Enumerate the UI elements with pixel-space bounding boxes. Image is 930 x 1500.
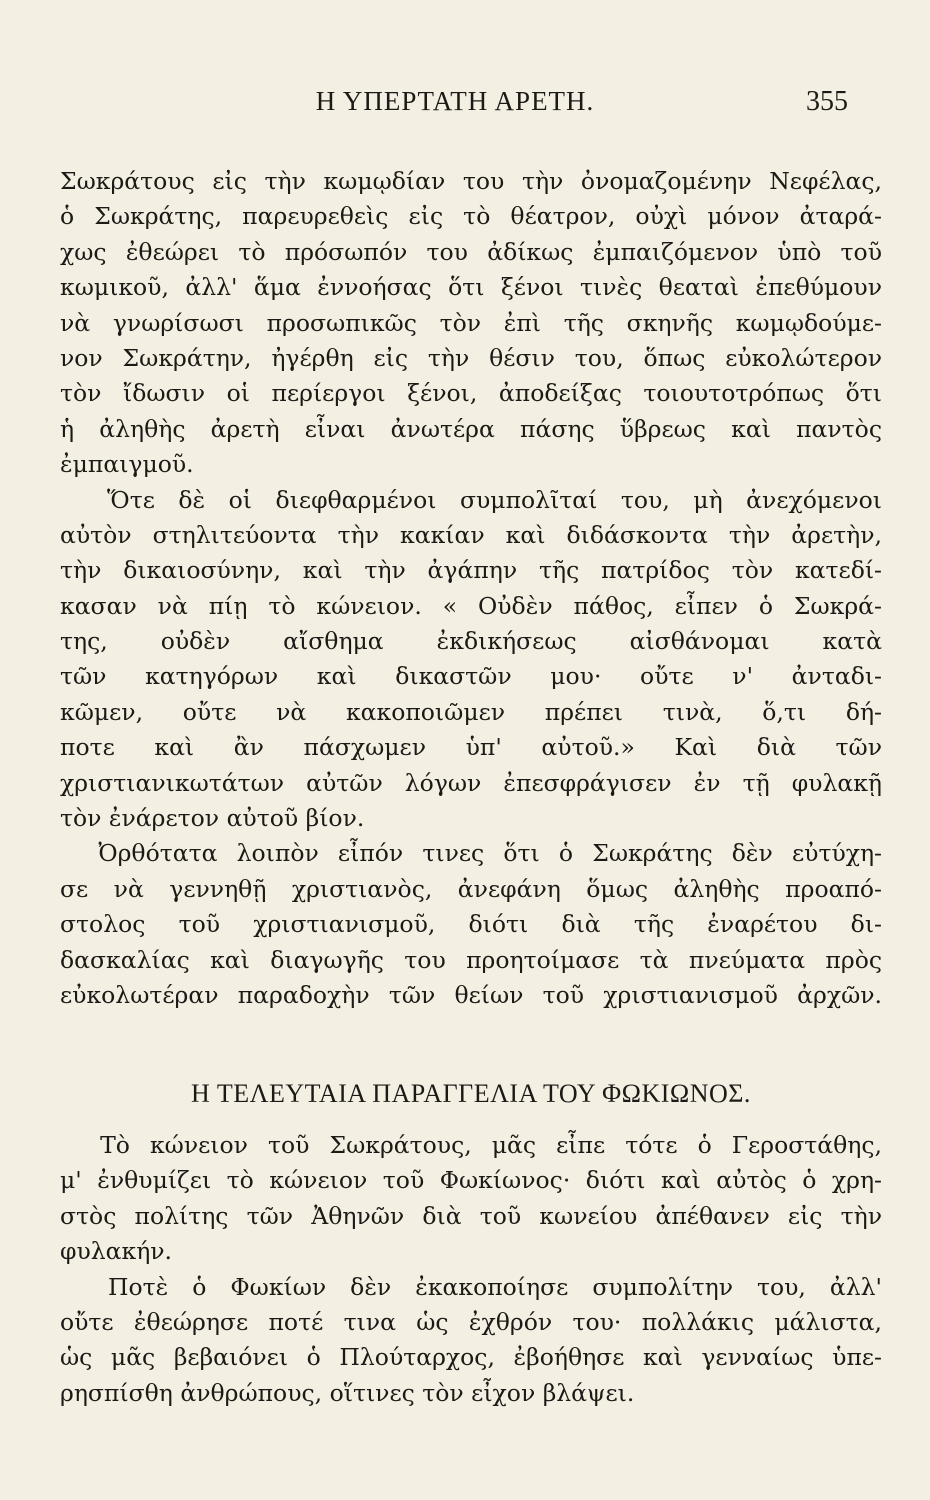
text-line: ἐμπαιγμοῦ. (60, 450, 194, 479)
text-line: μ' ἐνθυμίζει τὸ κώνειον τοῦ Φωκίωνος· διότι καὶ αὐτὸς ὁ χρη- (60, 1166, 882, 1195)
text-line: ποτε καὶ ἂν πάσχωμεν ὑπ' αὐτοῦ.» Καὶ διὰ τῶν (60, 733, 882, 762)
text-line: Ὅτε δὲ οἱ διεφθαρμένοι συμπολῖταί του, μὴ ἀνεχόμενοι (60, 485, 882, 514)
text-line: δασκαλίας καὶ διαγωγῆς του προητοίμασε τὰ πνεύματα πρὸς (60, 945, 882, 974)
section-heading: Η ΤΕΛΕΥΤΑΙΑ ΠΑΡΑΓΓΕΛΙΑ ΤΟΥ ΦΩΚΙΩΝΟΣ. (191, 1079, 751, 1108)
text-line: τὴν δικαιοσύνην, καὶ τὴν ἀγάπην τῆς πατρίδος τὸν κατεδί- (60, 556, 882, 585)
running-title: Η ΥΠΕΡΤΑΤΗ ΑΡΕΤΗ. (315, 86, 595, 116)
text-line: χριστιανικωτάτων αὐτῶν λόγων ἐπεσφράγισεν ἐν τῇ φυλακῇ (60, 768, 882, 797)
text-line: ρησπίσθη ἀνθρώπους, οἵτινες τὸν εἶχον βλάψει. (60, 1378, 635, 1407)
text-line: της, οὐδὲν αἴσθημα ἐκδικήσεως αἰσθάνομαι κατὰ (60, 627, 882, 656)
text-line: νον Σωκράτην, ἠγέρθη εἰς τὴν θέσιν του, ὅπως εὐκολώτερον (60, 343, 882, 372)
text-line: τὸν ἴδωσιν οἱ περίεργοι ξένοι, ἀποδείξας τοιουτοτρόπως ὅτι (60, 379, 882, 408)
text-line: εὐκολωτέραν παραδοχὴν τῶν θείων τοῦ χριστιανισμοῦ ἀρχῶν. (60, 980, 882, 1009)
text-line: Ὀρθότατα λοιπὸν εἶπόν τινες ὅτι ὁ Σωκράτης δὲν εὐτύχη- (60, 839, 882, 868)
text-line: νὰ γνωρίσωσι προσωπικῶς τὸν ἐπὶ τῆς σκηνῆς κωμῳδούμε- (60, 308, 882, 337)
text-line: τῶν κατηγόρων καὶ δικαστῶν μου· οὔτε ν' ἀνταδι- (60, 662, 882, 691)
text-line: χως ἐθεώρει τὸ πρόσωπόν του ἀδίκως ἐμπαιζόμενον ὑπὸ τοῦ (60, 237, 882, 266)
section-socrates-text (60, 164, 882, 1013)
text-line: ἡ ἀληθὴς ἀρετὴ εἶναι ἀνωτέρα πάσης ὕβρεως καὶ παντὸς (60, 414, 882, 443)
text-line: κῶμεν, οὔτε νὰ κακοποιῶμεν πρέπει τινὰ, ὅ,τι δή- (60, 697, 882, 726)
section-phocion-text (60, 1128, 882, 1411)
text-line: ὁ Σωκράτης, παρευρεθεὶς εἰς τὸ θέατρον, οὐχὶ μόνον ἀταρά- (60, 202, 882, 231)
text-line: τὸν ἐνάρετον αὐτοῦ βίον. (60, 804, 365, 833)
running-header (62, 86, 848, 126)
text-line: Σωκράτους εἰς τὴν κωμῳδίαν του τὴν ὀνομαζομένην Νεφέλας, (60, 167, 882, 195)
text-line: στολος τοῦ χριστιανισμοῦ, διότι διὰ τῆς ἐναρέτου δι- (60, 910, 882, 939)
text-line: Τὸ κώνειον τοῦ Σωκράτους, μᾶς εἶπε τότε ὁ Γεροστάθης, (60, 1131, 882, 1159)
text-line: Ποτὲ ὁ Φωκίων δὲν ἐκακοποίησε συμπολίτην του, ἀλλ' (60, 1272, 882, 1301)
text-line: σε νὰ γεννηθῇ χριστιανὸς, ἀνεφάνη ὅμως ἀληθὴς προαπό- (60, 874, 882, 903)
text-line: αὐτὸν στηλιτεύοντα τὴν κακίαν καὶ διδάσκοντα τὴν ἀρετὴν, (60, 520, 882, 549)
text-line: κωμικοῦ, ἀλλ' ἅμα ἐννοήσας ὅτι ξένοι τινὲς θεαταὶ ἐπεθύμουν (60, 273, 882, 302)
text-line: ὡς μᾶς βεβαιόνει ὁ Πλούταρχος, ἐβοήθησε καὶ γενναίως ὑπε- (60, 1343, 882, 1372)
text-line: οὔτε ἐθεώρησε ποτέ τινα ὡς ἐχθρόν του· πολλάκις μάλιστα, (60, 1307, 882, 1336)
text-line: στὸς πολίτης τῶν Ἀθηνῶν διὰ τοῦ κωνείου ἀπέθανεν εἰς τὴν (60, 1201, 882, 1230)
text-line: φυλακήν. (60, 1237, 173, 1266)
page-number: 355 (806, 86, 848, 117)
text-line: κασαν νὰ πίῃ τὸ κώνειον. « Οὐδὲν πάθος, εἶπεν ὁ Σωκρά- (60, 591, 882, 620)
